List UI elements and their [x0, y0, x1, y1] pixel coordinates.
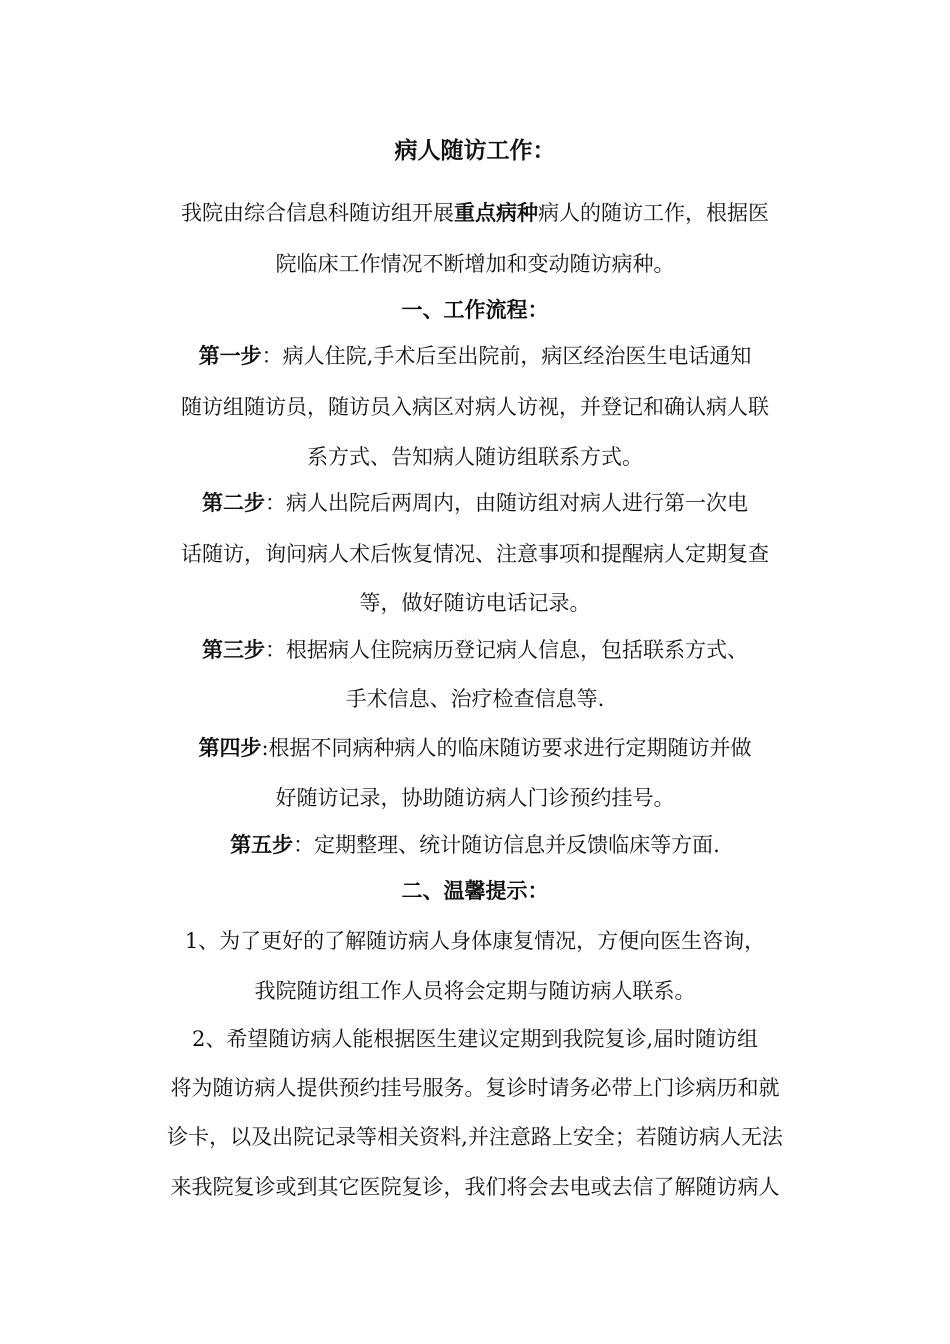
intro-emphasis: 重点病种	[454, 200, 538, 225]
page-title: 病人随访工作：	[394, 137, 556, 164]
tip-2-line-4: 来我院复诊或到其它医院复诊，我们将会去电或去信了解随访病人	[170, 1175, 780, 1199]
section-heading-tips: 二、温馨提示：	[401, 878, 549, 903]
step-text: ：病人出院后两周内，由随访组对病人进行第一次电	[265, 491, 748, 515]
step-text: ：定期整理、统计随访信息并反馈临床等方面.	[293, 833, 720, 857]
intro-text: 病人的随访工作，根据医	[538, 201, 769, 225]
step-label: 第四步	[198, 735, 262, 760]
step-text: :根据不同病种病人的临床随访要求进行定期随访并做	[261, 736, 752, 760]
step-label: 第一步	[198, 343, 262, 368]
step-label: 第五步	[230, 832, 294, 857]
step-4-line-1	[0, 733, 950, 763]
step-3-line-1	[0, 635, 950, 665]
step-1-line-2: 随访组随访员，随访员入病区对病人访视，并登记和确认病人联	[181, 395, 769, 419]
step-4-line-2: 好随访记录，协助随访病人门诊预约挂号。	[275, 786, 675, 810]
step-text: ：病人住院,手术后至出院前，病区经治医生电话通知	[261, 344, 752, 368]
tip-2-line-2: 将为随访病人提供预约挂号服务。复诊时请务必带上门诊病历和就	[170, 1076, 780, 1100]
step-1-line-3: 系方式、告知病人随访组联系方式。	[307, 445, 643, 469]
step-2-line-3: 等，做好随访电话记录。	[359, 591, 591, 615]
intro-line-2: 院临床工作情况不断增加和变动随访病种。	[275, 252, 675, 276]
tip-2-line-1: 2、希望随访病人能根据医生建议定期到我院复诊,届时随访组	[191, 1027, 759, 1051]
step-label: 第三步	[202, 637, 265, 662]
tip-1-line-1: 1、为了更好的了解随访病人身体康复情况，方便向医生咨询，	[184, 929, 766, 953]
intro-text: 我院由综合信息科随访组开展	[181, 201, 454, 225]
step-text: ：根据病人住院病历登记病人信息，包括联系方式、	[265, 638, 748, 662]
step-5-line-1	[0, 830, 950, 860]
section-heading-workflow: 一、工作流程：	[401, 297, 549, 322]
tip-1-line-2: 我院随访组工作人员将会定期与随访病人联系。	[254, 979, 696, 1003]
step-2-line-2: 话随访，询问病人术后恢复情况、注意事项和提醒病人定期复查	[181, 542, 769, 566]
step-3-line-2: 手术信息、治疗检查信息等.	[345, 687, 605, 711]
intro-line-1	[0, 198, 950, 228]
step-label: 第二步	[202, 490, 265, 515]
step-2-line-1	[0, 488, 950, 518]
tip-2-line-3: 诊卡，以及出院记录等相关资料,并注意路上安全；若随访病人无法	[167, 1125, 783, 1149]
step-1-line-1	[0, 341, 950, 371]
